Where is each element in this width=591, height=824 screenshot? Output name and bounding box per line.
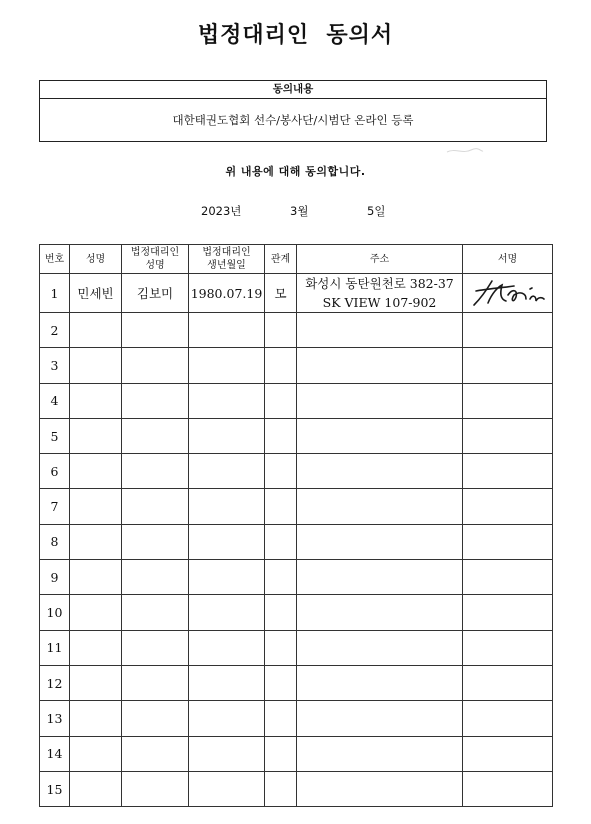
relation-cell [265, 348, 297, 383]
signature-cell [463, 595, 553, 630]
document-title: 법정대리인 동의서 [197, 23, 394, 48]
student-name-cell [70, 595, 122, 630]
student-name-cell [70, 630, 122, 665]
guardian-birthdate-cell [189, 595, 265, 630]
student-name-cell [70, 348, 122, 383]
row-number-cell: 14 [40, 736, 70, 771]
signature-cell [463, 771, 553, 806]
guardian-name-cell [122, 313, 189, 348]
relation-cell [265, 383, 297, 418]
relation-cell [265, 736, 297, 771]
table-row [40, 595, 553, 630]
signature-cell [463, 418, 553, 453]
guardian-name-cell [122, 595, 189, 630]
table-row [40, 348, 553, 383]
header-name: 성명 [70, 245, 122, 274]
relation-cell [265, 560, 297, 595]
row-number-cell: 6 [40, 454, 70, 489]
guardian-birthdate-cell [189, 383, 265, 418]
student-name-cell [70, 313, 122, 348]
guardian-birthdate-cell [189, 560, 265, 595]
table-row [40, 665, 553, 700]
row-number-cell: 12 [40, 665, 70, 700]
header-guardian-name: 법정대리인 성명 [122, 245, 189, 274]
student-name-cell [70, 524, 122, 559]
row-number-cell: 9 [40, 560, 70, 595]
table-header-row [40, 245, 553, 274]
guardian-birthdate-cell [189, 454, 265, 489]
address-cell [297, 701, 463, 736]
row-number-cell: 13 [40, 701, 70, 736]
guardian-birthdate-cell [189, 313, 265, 348]
date-day: 5일 [367, 204, 386, 218]
guardian-name-cell [122, 383, 189, 418]
row-number-cell: 1 [40, 274, 70, 313]
guardian-birthdate-cell [189, 771, 265, 806]
relation-cell [265, 524, 297, 559]
table-row [40, 274, 553, 313]
relation-cell [265, 630, 297, 665]
student-name-cell [70, 665, 122, 700]
address-cell [297, 383, 463, 418]
date-month: 3월 [290, 204, 309, 218]
row-number-cell: 11 [40, 630, 70, 665]
guardian-birthdate-cell [189, 630, 265, 665]
guardian-name-cell [122, 489, 189, 524]
relation-cell: 모 [265, 274, 297, 313]
table-row [40, 454, 553, 489]
address-cell: 화성시 동탄원천로 382-37 SK VIEW 107-902 [297, 274, 463, 313]
table-row [40, 736, 553, 771]
consent-content: 대한태권도협회 선수/봉사단/시범단 온라인 등록 [172, 113, 414, 127]
address-cell [297, 630, 463, 665]
row-number-cell: 3 [40, 348, 70, 383]
address-cell [297, 418, 463, 453]
table-row [40, 771, 553, 806]
guardian-name-cell: 김보미 [122, 274, 189, 313]
address-cell [297, 560, 463, 595]
relation-cell [265, 771, 297, 806]
date-year: 2023년 [201, 204, 242, 218]
guardian-birthdate-cell [189, 524, 265, 559]
guardian-name-cell [122, 665, 189, 700]
table-row [40, 313, 553, 348]
relation-cell [265, 418, 297, 453]
row-number-cell: 4 [40, 383, 70, 418]
guardian-birthdate-cell [189, 489, 265, 524]
student-name-cell [70, 454, 122, 489]
address-cell [297, 313, 463, 348]
student-name-cell [70, 383, 122, 418]
consent-header: 동의내용 [40, 81, 546, 99]
guardian-name-cell [122, 771, 189, 806]
guardian-name-cell [122, 560, 189, 595]
guardian-name-cell [122, 454, 189, 489]
address-cell [297, 454, 463, 489]
row-number-cell: 10 [40, 595, 70, 630]
address-cell [297, 771, 463, 806]
relation-cell [265, 454, 297, 489]
student-name-cell [70, 736, 122, 771]
guardian-name-cell [122, 701, 189, 736]
header-relation: 관계 [265, 245, 297, 274]
guardian-birthdate-cell: 1980.07.19 [189, 274, 265, 313]
student-name-cell [70, 771, 122, 806]
guardian-birthdate-cell [189, 665, 265, 700]
row-number-cell: 2 [40, 313, 70, 348]
student-name-cell [70, 701, 122, 736]
header-no: 번호 [40, 245, 70, 274]
address-cell [297, 595, 463, 630]
agreement-statement: 위 내용에 대해 동의합니다. [225, 165, 366, 178]
signature-cell [463, 524, 553, 559]
address-cell [297, 489, 463, 524]
table-row [40, 524, 553, 559]
relation-cell [265, 665, 297, 700]
header-address: 주소 [297, 245, 463, 274]
row-number-cell: 7 [40, 489, 70, 524]
signature-cell [463, 630, 553, 665]
row-number-cell: 8 [40, 524, 70, 559]
student-name-cell: 민세빈 [70, 274, 122, 313]
guardian-name-cell [122, 348, 189, 383]
address-cell [297, 665, 463, 700]
signature-cell [463, 383, 553, 418]
consent-box [39, 80, 547, 142]
guardian-birthdate-cell [189, 348, 265, 383]
table-row [40, 701, 553, 736]
signature-cell [463, 665, 553, 700]
signature-cell [463, 313, 553, 348]
signature-cell [463, 560, 553, 595]
signature-cell [463, 736, 553, 771]
guardian-name-cell [122, 736, 189, 771]
relation-cell [265, 313, 297, 348]
student-name-cell [70, 418, 122, 453]
relation-cell [265, 595, 297, 630]
guardian-birthdate-cell [189, 418, 265, 453]
row-number-cell: 15 [40, 771, 70, 806]
table-row [40, 489, 553, 524]
row-number-cell: 5 [40, 418, 70, 453]
signature-cell [463, 489, 553, 524]
header-signature: 서명 [463, 245, 553, 274]
guardian-name-cell [122, 524, 189, 559]
address-cell [297, 524, 463, 559]
table-row [40, 383, 553, 418]
signature-cell [463, 348, 553, 383]
table-row [40, 630, 553, 665]
guardian-table [39, 244, 553, 807]
student-name-cell [70, 560, 122, 595]
handwritten-signature-icon [470, 277, 546, 309]
header-guardian-birth: 법정대리인 생년월일 [189, 245, 265, 274]
address-cell [297, 348, 463, 383]
guardian-name-cell [122, 418, 189, 453]
signature-cell [463, 454, 553, 489]
relation-cell [265, 701, 297, 736]
guardian-name-cell [122, 630, 189, 665]
table-row [40, 418, 553, 453]
student-name-cell [70, 489, 122, 524]
faint-mark-icon [445, 146, 485, 156]
table-row [40, 560, 553, 595]
relation-cell [265, 489, 297, 524]
signature-cell [463, 274, 553, 313]
guardian-birthdate-cell [189, 736, 265, 771]
address-cell [297, 736, 463, 771]
guardian-birthdate-cell [189, 701, 265, 736]
signature-cell [463, 701, 553, 736]
